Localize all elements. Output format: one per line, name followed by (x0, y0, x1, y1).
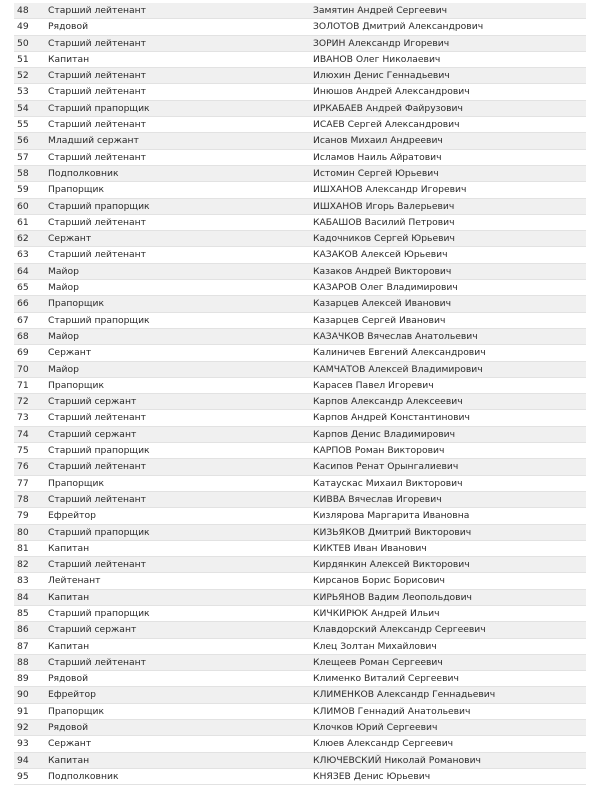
name-cell: КЛЮЧЕВСКИЙ Николай Романович (313, 754, 481, 766)
table-row (14, 736, 586, 752)
table-row (14, 19, 586, 35)
rank-cell: Майор (48, 330, 79, 342)
row-number: 81 (17, 542, 29, 554)
name-cell: КИЧКИРЮК Андрей Ильич (313, 607, 440, 619)
row-number: 59 (17, 184, 29, 196)
row-number: 88 (17, 656, 29, 668)
table-row (14, 476, 586, 492)
table-row (14, 378, 586, 394)
name-cell: ИСАЕВ Сергей Александрович (313, 119, 460, 131)
rank-cell: Сержант (48, 738, 92, 750)
row-number: 78 (17, 493, 29, 505)
row-number: 65 (17, 282, 29, 294)
rank-cell: Старший лейтенант (48, 70, 146, 82)
name-cell: ЗОРИН Александр Игоревич (313, 37, 450, 49)
name-cell: КЛИМОВ Геннадий Анатольевич (313, 705, 471, 717)
row-number: 76 (17, 461, 29, 473)
name-cell: Кизлярова Маргарита Ивановна (313, 510, 470, 522)
table-row (14, 622, 586, 638)
row-number: 48 (17, 5, 29, 16)
rank-cell: Рядовой (48, 673, 89, 685)
table-row (14, 655, 586, 671)
name-cell: ИРКАБАЕВ Андрей Файрузович (313, 102, 463, 114)
rank-cell: Майор (48, 265, 79, 277)
name-cell: КАЗАЧКОВ Вячеслав Анатольевич (313, 330, 478, 342)
table-row (14, 329, 586, 345)
row-number: 72 (17, 396, 29, 408)
row-number: 86 (17, 624, 29, 636)
table-row (14, 199, 586, 215)
row-number: 50 (17, 37, 29, 49)
row-number: 90 (17, 689, 29, 701)
table-row (14, 541, 586, 557)
table-row (14, 410, 586, 426)
table-row (14, 247, 586, 263)
table-row (14, 639, 586, 655)
row-number: 85 (17, 607, 29, 619)
row-number: 95 (17, 770, 29, 782)
name-cell: КИРЬЯНОВ Вадим Леопольдович (313, 591, 472, 603)
rank-cell: Старший лейтенант (48, 151, 146, 163)
name-cell: ЗОЛОТОВ Дмитрий Александрович (313, 21, 484, 33)
name-cell: Истомин Сергей Юрьевич (313, 167, 439, 179)
name-cell: ИВАНОВ Олег Николаевич (313, 53, 441, 65)
row-number: 94 (17, 754, 29, 766)
name-cell: Карпов Андрей Константинович (313, 412, 470, 424)
name-cell: КИВВА Вячеслав Игоревич (313, 493, 442, 505)
rank-cell: Лейтенант (48, 575, 101, 587)
rank-cell: Старший прапорщик (48, 314, 150, 326)
rank-cell: Рядовой (48, 21, 89, 33)
row-number: 80 (17, 526, 29, 538)
row-number: 49 (17, 21, 29, 33)
table-row (14, 459, 586, 475)
rank-cell: Старший лейтенант (48, 656, 146, 668)
row-number: 75 (17, 445, 29, 457)
row-number: 68 (17, 330, 29, 342)
name-cell: Карпов Александр Алексеевич (313, 396, 463, 408)
rank-cell: Капитан (48, 53, 90, 65)
name-cell: Клещеев Роман Сергеевич (313, 656, 443, 668)
table-row (14, 52, 586, 68)
table-row (14, 492, 586, 508)
row-number: 53 (17, 86, 29, 98)
name-cell: Исанов Михаил Андреевич (313, 135, 443, 147)
row-number: 67 (17, 314, 29, 326)
rank-cell: Прапорщик (48, 379, 105, 391)
name-cell: Калиничев Евгений Александрович (313, 347, 486, 359)
row-number: 62 (17, 233, 29, 245)
name-cell: Кирсанов Борис Борисович (313, 575, 445, 587)
table-row (14, 36, 586, 52)
name-cell: КАЗАРОВ Олег Владимирович (313, 282, 458, 294)
name-cell: ИШХАНОВ Александр Игоревич (313, 184, 467, 196)
table-row (14, 687, 586, 703)
rank-cell: Капитан (48, 754, 90, 766)
table-row (14, 769, 586, 785)
name-cell: КАЗАКОВ Алексей Юрьевич (313, 249, 448, 261)
rank-cell: Майор (48, 363, 79, 375)
row-number: 69 (17, 347, 29, 359)
table-row (14, 606, 586, 622)
table-row (14, 720, 586, 736)
rank-cell: Старший сержант (48, 396, 137, 408)
row-number: 58 (17, 167, 29, 179)
row-number: 87 (17, 640, 29, 652)
rank-cell: Старший прапорщик (48, 607, 150, 619)
table-row (14, 525, 586, 541)
rank-cell: Старший лейтенант (48, 412, 146, 424)
row-number: 92 (17, 722, 29, 734)
table-row (14, 313, 586, 329)
table-row (14, 150, 586, 166)
name-cell: КАБАШОВ Василий Петрович (313, 216, 455, 228)
row-number: 61 (17, 216, 29, 228)
row-number: 89 (17, 673, 29, 685)
name-cell: КАМЧАТОВ Алексей Владимирович (313, 363, 483, 375)
name-cell: Кадочников Сергей Юрьевич (313, 233, 455, 245)
table-row (14, 427, 586, 443)
rank-cell: Капитан (48, 591, 90, 603)
table-row (14, 704, 586, 720)
rank-cell: Старший прапорщик (48, 445, 150, 457)
name-cell: Катаускас Михаил Викторович (313, 477, 463, 489)
row-number: 57 (17, 151, 29, 163)
rank-cell: Старший лейтенант (48, 461, 146, 473)
rank-cell: Старший лейтенант (48, 249, 146, 261)
row-number: 63 (17, 249, 29, 261)
name-cell: Клец Золтан Михайлович (313, 640, 437, 652)
rank-cell: Старший лейтенант (48, 559, 146, 571)
row-number: 77 (17, 477, 29, 489)
table-row (14, 394, 586, 410)
row-number: 83 (17, 575, 29, 587)
row-number: 84 (17, 591, 29, 603)
rank-cell: Прапорщик (48, 298, 105, 310)
table-row (14, 84, 586, 100)
rank-cell: Старший сержант (48, 428, 137, 440)
table-row (14, 443, 586, 459)
table-row (14, 231, 586, 247)
row-number: 64 (17, 265, 29, 277)
rank-cell: Сержант (48, 347, 92, 359)
name-cell: ИШХАНОВ Игорь Валерьевич (313, 200, 455, 212)
name-cell: Клочков Юрий Сергеевич (313, 722, 438, 734)
name-cell: Клавдорский Александр Сергеевич (313, 624, 486, 636)
table-row (14, 753, 586, 769)
row-number: 93 (17, 738, 29, 750)
rank-cell: Старший прапорщик (48, 102, 150, 114)
row-number: 51 (17, 53, 29, 65)
rank-cell: Старший лейтенант (48, 5, 146, 16)
table-row (14, 166, 586, 182)
row-number: 70 (17, 363, 29, 375)
table-row (14, 101, 586, 117)
table-row (14, 182, 586, 198)
row-number: 54 (17, 102, 29, 114)
table-row (14, 508, 586, 524)
name-cell: Замятин Андрей Сергеевич (313, 5, 448, 16)
name-cell: Карасев Павел Игоревич (313, 379, 434, 391)
rank-cell: Старший лейтенант (48, 493, 146, 505)
row-number: 55 (17, 119, 29, 131)
name-cell: КИЗЬЯКОВ Дмитрий Викторович (313, 526, 472, 538)
row-number: 74 (17, 428, 29, 440)
name-cell: Клюев Александр Сергеевич (313, 738, 454, 750)
table-row (14, 215, 586, 231)
name-cell: Исламов Наиль Айратович (313, 151, 442, 163)
table-row (14, 345, 586, 361)
table-row (14, 671, 586, 687)
table-row (14, 133, 586, 149)
name-cell: Карпов Денис Владимирович (313, 428, 456, 440)
row-number: 79 (17, 510, 29, 522)
table-row (14, 296, 586, 312)
table-row (14, 573, 586, 589)
name-cell: Клименко Виталий Сергеевич (313, 673, 459, 685)
row-number: 71 (17, 379, 29, 391)
row-number: 82 (17, 559, 29, 571)
row-number: 56 (17, 135, 29, 147)
name-cell: Казаков Андрей Викторович (313, 265, 452, 277)
table-row (14, 117, 586, 133)
name-cell: КНЯЗЕВ Денис Юрьевич (313, 770, 431, 782)
table-row (14, 3, 586, 19)
row-number: 73 (17, 412, 29, 424)
rank-cell: Младший сержант (48, 135, 139, 147)
rank-cell: Капитан (48, 542, 90, 554)
table-row (14, 590, 586, 606)
rank-cell: Старший прапорщик (48, 526, 150, 538)
rank-cell: Подполковник (48, 167, 119, 179)
rank-cell: Майор (48, 282, 79, 294)
rank-cell: Старший лейтенант (48, 86, 146, 98)
rank-cell: Сержант (48, 233, 92, 245)
table-row (14, 280, 586, 296)
row-number: 66 (17, 298, 29, 310)
table-row (14, 68, 586, 84)
rank-cell: Старший прапорщик (48, 200, 150, 212)
name-cell: Касипов Ренат Орынгалиевич (313, 461, 459, 473)
name-cell: Илюхин Денис Геннадьевич (313, 70, 450, 82)
personnel-table (14, 3, 586, 785)
name-cell: КИКТЕВ Иван Иванович (313, 542, 427, 554)
rank-cell: Прапорщик (48, 705, 105, 717)
rank-cell: Старший лейтенант (48, 37, 146, 49)
row-number: 91 (17, 705, 29, 717)
name-cell: Кирдянкин Алексей Викторович (313, 559, 470, 571)
table-row (14, 362, 586, 378)
name-cell: Казарцев Алексей Иванович (313, 298, 452, 310)
table-row (14, 264, 586, 280)
name-cell: КАРПОВ Роман Викторович (313, 445, 445, 457)
rank-cell: Подполковник (48, 770, 119, 782)
row-number: 52 (17, 70, 29, 82)
row-number: 60 (17, 200, 29, 212)
rank-cell: Капитан (48, 640, 90, 652)
rank-cell: Ефрейтор (48, 689, 96, 701)
rank-cell: Прапорщик (48, 184, 105, 196)
rank-cell: Рядовой (48, 722, 89, 734)
name-cell: Инюшов Андрей Александрович (313, 86, 470, 98)
name-cell: Казарцев Сергей Иванович (313, 314, 446, 326)
name-cell: КЛИМЕНКОВ Александр Геннадьевич (313, 689, 496, 701)
rank-cell: Старший лейтенант (48, 216, 146, 228)
rank-cell: Прапорщик (48, 477, 105, 489)
table-row (14, 557, 586, 573)
rank-cell: Старший лейтенант (48, 119, 146, 131)
rank-cell: Старший сержант (48, 624, 137, 636)
rank-cell: Ефрейтор (48, 510, 96, 522)
